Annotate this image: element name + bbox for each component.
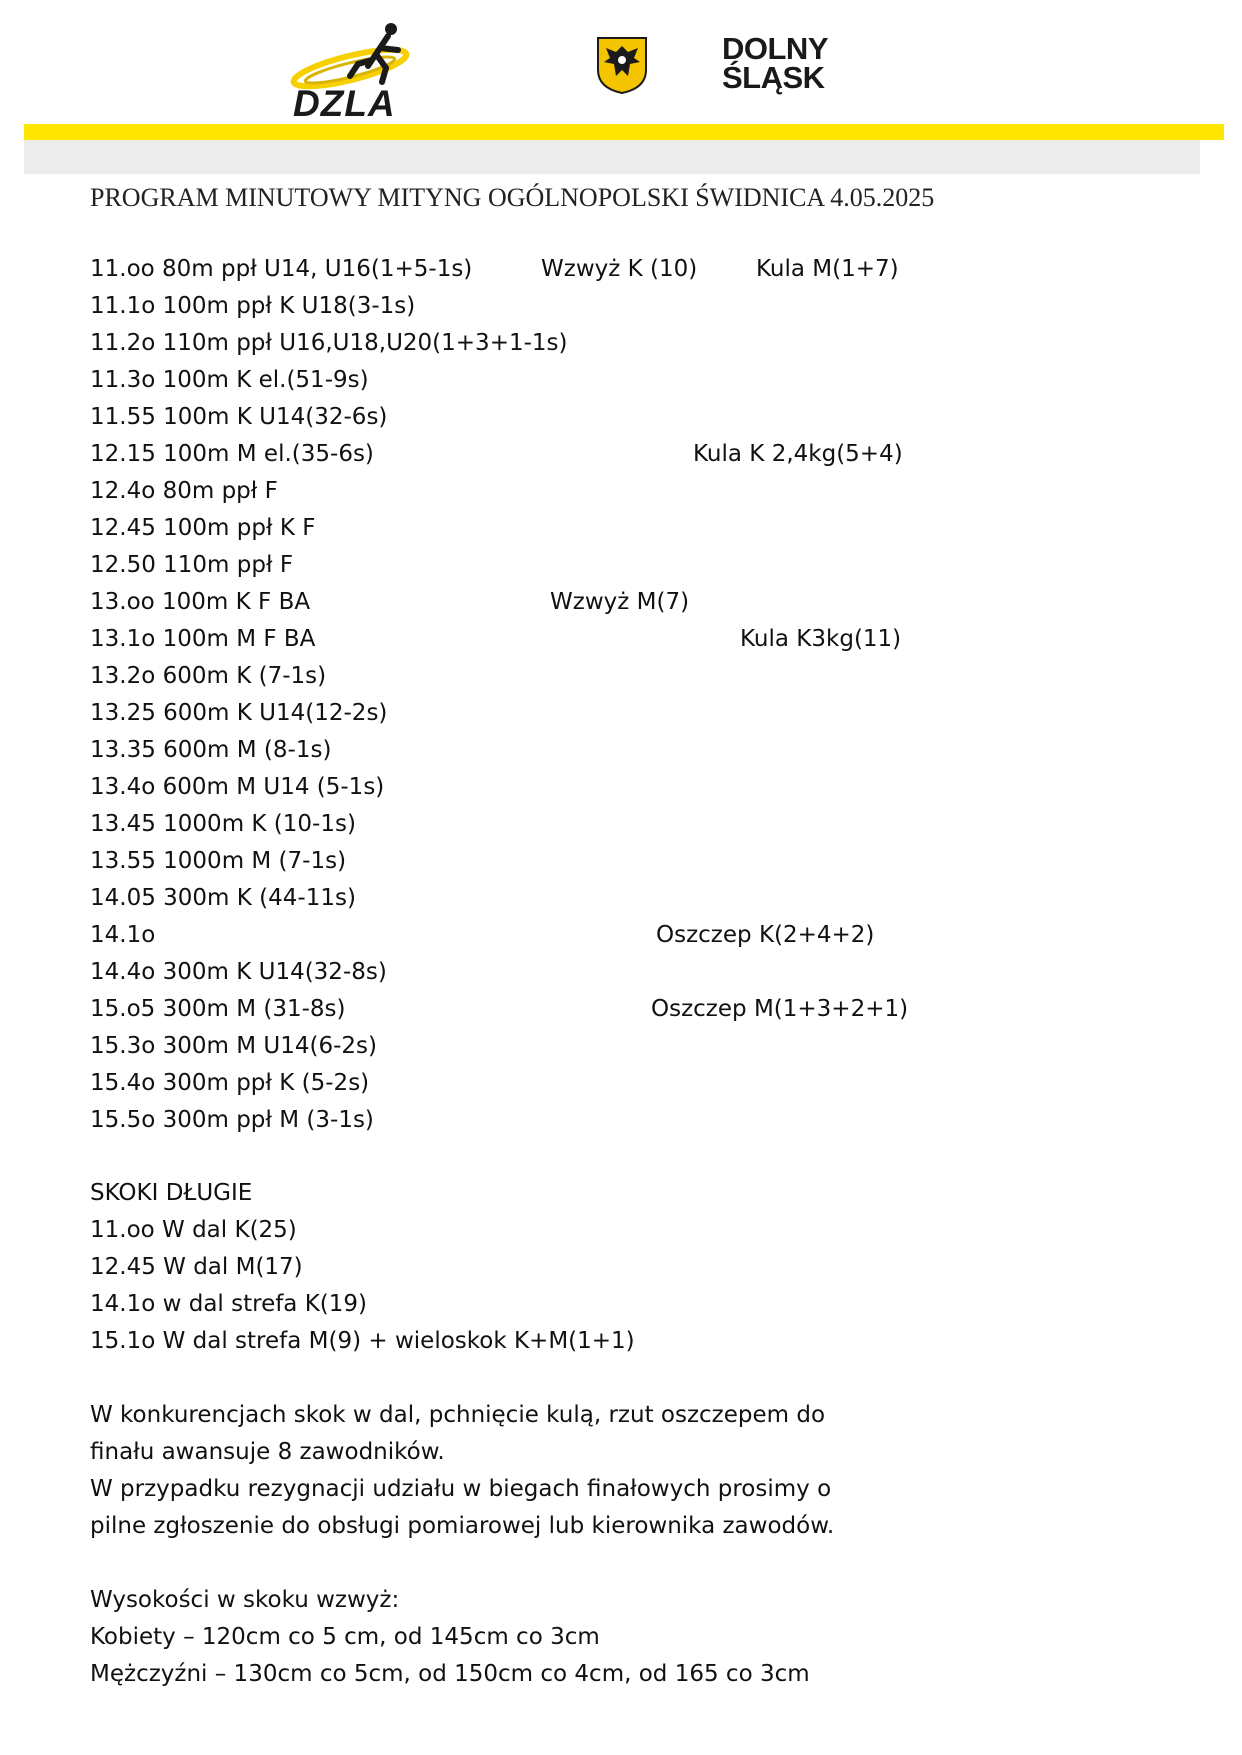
heights-women: Kobiety – 120cm co 5 cm, od 145cm co 3cm <box>90 1624 600 1650</box>
schedule-main-event: 15.3o 300m M U14(6-2s) <box>90 1033 377 1059</box>
schedule-row <box>90 367 1190 397</box>
schedule-row <box>90 996 1190 1026</box>
schedule-row <box>90 441 1190 471</box>
schedule-row <box>90 959 1190 989</box>
note-line: W przypadku rezygnacji udziału w biegach finałowych prosimy o <box>90 1476 832 1502</box>
schedule-row <box>90 774 1190 804</box>
long-jumps-heading: SKOKI DŁUGIE <box>90 1180 253 1206</box>
long-jump-item: 14.1o w dal strefa K(19) <box>90 1291 368 1317</box>
schedule-main-event: 14.1o <box>90 922 156 948</box>
schedule-row <box>90 626 1190 656</box>
schedule-main-event: 13.1o 100m M F BA <box>90 626 316 652</box>
document-title: PROGRAM MINUTOWY MITYNG OGÓLNOPOLSKI ŚWIDNICA 4.05.2025 <box>90 183 935 212</box>
dzla-logo-text: DZLA <box>293 83 396 124</box>
schedule-row <box>90 922 1190 952</box>
note-line: W konkurencjach skok w dal, pchnięcie kulą, rzut oszczepem do <box>90 1402 826 1428</box>
schedule-throw-event: Oszczep M(1+3+2+1) <box>651 996 909 1022</box>
schedule-main-event: 12.15 100m M el.(35-6s) <box>90 441 374 467</box>
note-line: finału awansuje 8 zawodników. <box>90 1439 445 1465</box>
schedule-main-event: 12.50 110m ppł F <box>90 552 294 578</box>
schedule-main-event: 13.4o 600m M U14 (5-1s) <box>90 774 385 800</box>
region-logo-dolny-slask <box>722 31 828 95</box>
schedule-row <box>90 589 1190 619</box>
schedule-row <box>90 1070 1190 1100</box>
schedule-row <box>90 552 1190 582</box>
schedule-throw-event: Oszczep K(2+4+2) <box>656 922 875 948</box>
schedule-main-event: 13.25 600m K U14(12-2s) <box>90 700 388 726</box>
schedule-row <box>90 663 1190 693</box>
schedule-row <box>90 256 1190 286</box>
schedule-row <box>90 700 1190 730</box>
schedule-main-event: 13.45 1000m K (10-1s) <box>90 811 356 837</box>
long-jump-item: 15.1o W dal strefa M(9) + wieloskok K+M(1+1) <box>90 1328 635 1354</box>
schedule-row <box>90 1107 1190 1137</box>
region-logo-line1: DOLNY <box>722 31 828 66</box>
long-jump-item: 11.oo W dal K(25) <box>90 1217 297 1243</box>
schedule-main-event: 11.1o 100m ppł K U18(3-1s) <box>90 293 416 319</box>
schedule-row <box>90 848 1190 878</box>
coat-of-arms-eagle-icon <box>596 36 648 94</box>
schedule-row <box>90 515 1190 545</box>
schedule-row <box>90 811 1190 841</box>
schedule-main-event: 15.4o 300m ppł K (5-2s) <box>90 1070 370 1096</box>
schedule-row <box>90 737 1190 767</box>
heights-men: Mężczyźni – 130cm co 5cm, od 150cm co 4cm, od 165 co 3cm <box>90 1661 810 1687</box>
schedule-main-event: 12.45 100m ppł K F <box>90 515 316 541</box>
heights-heading: Wysokości w skoku wzwyż: <box>90 1587 400 1613</box>
schedule-main-event: 15.5o 300m ppł M (3-1s) <box>90 1107 374 1133</box>
schedule-main-event: 11.oo 80m ppł U14, U16(1+5-1s) <box>90 256 473 282</box>
schedule-main-event: 11.55 100m K U14(32-6s) <box>90 404 388 430</box>
header-gray-band <box>24 140 1200 174</box>
schedule-row <box>90 885 1190 915</box>
schedule-row <box>90 330 1190 360</box>
schedule-high-jump: Wzwyż K (10) <box>541 256 698 282</box>
schedule-throw-event: Kula K 2,4kg(5+4) <box>693 441 903 467</box>
schedule-main-event: 12.4o 80m ppł F <box>90 478 278 504</box>
schedule-main-event: 14.05 300m K (44-11s) <box>90 885 356 911</box>
schedule-main-event: 14.4o 300m K U14(32-8s) <box>90 959 387 985</box>
schedule-main-event: 15.o5 300m M (31-8s) <box>90 996 346 1022</box>
long-jump-item: 12.45 W dal M(17) <box>90 1254 303 1280</box>
schedule-throw-event: Kula K3kg(11) <box>740 626 902 652</box>
schedule-high-jump: Wzwyż M(7) <box>550 589 690 615</box>
schedule-row <box>90 293 1190 323</box>
schedule-main-event: 11.3o 100m K el.(51-9s) <box>90 367 369 393</box>
note-line: pilne zgłoszenie do obsługi pomiarowej lub kierownika zawodów. <box>90 1513 835 1539</box>
schedule-main-event: 13.2o 600m K (7-1s) <box>90 663 327 689</box>
schedule-row <box>90 1033 1190 1063</box>
schedule-row <box>90 478 1190 508</box>
region-logo-line2: ŚLĄSK <box>722 60 825 95</box>
header-yellow-band <box>24 124 1224 140</box>
schedule-main-event: 13.55 1000m M (7-1s) <box>90 848 347 874</box>
schedule-row <box>90 404 1190 434</box>
schedule-main-event: 13.oo 100m K F BA <box>90 589 311 615</box>
schedule-main-event: 13.35 600m M (8-1s) <box>90 737 332 763</box>
schedule-throw-event: Kula M(1+7) <box>756 256 899 282</box>
schedule-main-event: 11.2o 110m ppł U16,U18,U20(1+3+1-1s) <box>90 330 568 356</box>
